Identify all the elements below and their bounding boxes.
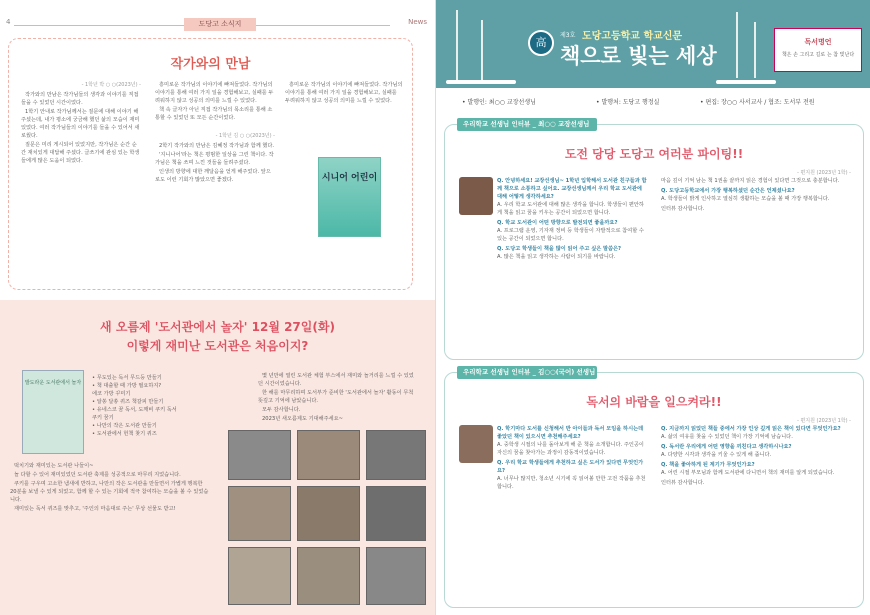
qa-column-left bbox=[497, 177, 647, 355]
list-item: • 유네스코 꿈 독서, 도깨비 쿠키 독서 bbox=[92, 407, 177, 413]
book-cover-image bbox=[318, 157, 381, 237]
paragraph: '지니나어'라는 책은 평범한 일상을 그린 책이다. 작가님은 책을 쓰며 느낀 것들을 들려주셨다. bbox=[155, 152, 274, 166]
paragraph: 1학기 안내로 작가님께서는 질문에 대해 이야기 해 주셨는데, 내가 평소에 궁금해 했던 삶의 모습이 재미있었다. 여러 작가님들의 이야기를 들을 수 있어서 새로웠다. bbox=[21, 109, 140, 139]
festival-photo bbox=[366, 547, 426, 605]
motto-title: 독서명언 bbox=[804, 38, 832, 46]
answer: A. 어린 시절 부모님과 함께 도서관에 다니면서 책의 재미를 알게 되었습니다. bbox=[661, 470, 835, 476]
question: Q. 독서란 우리에게 어떤 영향을 끼친다고 생각하시나요? bbox=[661, 444, 792, 450]
interview-tag: 우리학교 선생님 인터뷰 _ 최○○ 교장선생님 bbox=[457, 118, 597, 131]
answer: A. 많은 책을 읽고 생각하는 사람이 되기를 바랍니다. bbox=[497, 254, 616, 260]
article-title: 작가와의 만남 bbox=[170, 57, 251, 72]
paragraph: 작가와의 만남은 작가님들의 생각과 이야기를 직접 들을 수 있었던 시간이었다. bbox=[21, 92, 139, 106]
qa-column-right bbox=[661, 177, 851, 355]
newspaper-title: 책으로 빛는 세상 bbox=[560, 44, 717, 68]
paragraph: 놀 다할 수 있어 재미있었던 도서관 축제를 성공적으로 마무리 지었습니다. bbox=[14, 472, 181, 478]
school-newspaper-name: 도당고등학교 학교신문 bbox=[582, 31, 683, 42]
teacher-photo bbox=[459, 425, 493, 463]
festival-photo bbox=[228, 430, 291, 480]
answer: A. 중학생 시절의 나를 돌아보게 해 준 책을 소개합니다. 주인공이 자신의 꿈을 찾아가는 과정이 감동적이었습니다. bbox=[497, 442, 644, 456]
question: Q. 도당고등학교에서 가장 행복하셨던 순간은 언제셨나요? bbox=[661, 188, 795, 194]
editor: • 편집: 장○○ 사서교사 / 협조: 도서부 전원 bbox=[700, 99, 815, 106]
byline-2: - 1학년 김 ○ ○(2023년) - bbox=[215, 133, 275, 139]
article-col-3 bbox=[285, 81, 403, 149]
festival-photo bbox=[297, 547, 360, 605]
section-news: News bbox=[408, 18, 427, 26]
question: Q. 도당고 학생들이 책을 많이 읽어 주고 싶은 말씀은? bbox=[497, 246, 622, 252]
tree-decoration bbox=[481, 20, 483, 80]
snow-decoration bbox=[716, 80, 776, 84]
teacher-interview bbox=[444, 368, 864, 608]
festival-title-line2: 이렇게 재미난 도서관은 처음이지? bbox=[126, 339, 309, 353]
interview-byline: - 편지원 (2023년 1학) - bbox=[797, 170, 851, 176]
paragraph: 떡치기와 재미있는 도서관 나들이~ bbox=[14, 463, 94, 469]
library-festival-article bbox=[0, 300, 435, 615]
question: Q. 우리 학교 학생들에게 추천하고 싶은 도서가 있다면 무엇인가요? bbox=[497, 460, 644, 474]
motto-text: 책은 손 그리고 길로 는 참 빛난다 bbox=[781, 52, 855, 58]
answer: A. 프로그램 운영, 기자재 정비 등 학생들이 자발적으로 참여할 수 있는 공간이 되었으면 합니다. bbox=[497, 228, 644, 242]
tree-decoration bbox=[754, 22, 756, 78]
issuer: • 발행처: 도당고 행정실 bbox=[596, 99, 660, 106]
answer: A. 우리 학교 도서관에 대해 많은 생각을 합니다. 학생들이 편안하게 책을 읽고 꿈을 키우는 공간이 되었으면 합니다. bbox=[497, 202, 644, 216]
festival-title-line1: 새 오름제 '도서관에서 놀자' 12월 27일(화) bbox=[100, 320, 335, 334]
question: Q. 책을 좋아하게 된 계기가 무엇인가요? bbox=[661, 462, 755, 468]
list-item: • 도서관에서 헌책 찾기 퀴즈 bbox=[92, 431, 157, 437]
list-item: • 알쏭 달쏭 퀴즈 책갈피 만들기 bbox=[92, 399, 164, 405]
answer: A. 너무나 많지만, 청소년 시기에 꼭 읽어볼 만한 고전 작품을 추천합니다. bbox=[497, 476, 646, 490]
answer: 인터뷰 감사합니다. bbox=[661, 206, 705, 212]
festival-photo bbox=[366, 486, 426, 541]
festival-photo bbox=[297, 430, 360, 480]
tree-decoration bbox=[456, 10, 458, 80]
motto-box bbox=[774, 28, 862, 72]
publisher: • 발행인: 최○○ 교장선생님 bbox=[462, 99, 536, 106]
paragraph: 2023년 새오름제도 기대해주세요~ bbox=[262, 416, 343, 422]
qa-column-right bbox=[661, 425, 851, 603]
festival-photo bbox=[366, 430, 426, 480]
paragraph: 흥미로운 작가님의 이야기에 빠져들었다. 작가님의 이야기를 통해 여러 가지 일을 경험해보고, 실패를 두려워하지 않고 성공의 의미를 느낄 수 있었다. bbox=[285, 82, 403, 104]
byline: - 1학년 박 ○ ○(2023년) - bbox=[81, 82, 141, 88]
question: Q. 학교 도서관이 어떤 방향으로 발전되면 좋을까요? bbox=[497, 220, 618, 226]
paragraph: 2학기 작가와의 만남은 김혜정 작가님과 함께 했다. bbox=[159, 143, 275, 149]
question: Q. 안녕하세요! 교장선생님~ 1학년 입학해서 도서관 친구들과 함께 책으로 소통하고 싶어요. 교장선생님께서 우리 학교 도서관에 대해 어떻게 생각하세요? bbox=[497, 178, 647, 200]
festival-photo bbox=[297, 486, 360, 541]
right-page bbox=[435, 0, 870, 615]
paragraph: 질문은 미리 게시되어 있었지만, 작가님은 순간 순간 재치있게 대답해 주셨다. 글쓰기에 관심 있는 학생들에게 많은 도움이 되었다. bbox=[21, 142, 140, 164]
poster-text: 발도라운 도서관에서 놀자 bbox=[24, 380, 82, 386]
answer: A. 다양한 시각과 생각을 키울 수 있게 해 줍니다. bbox=[661, 452, 772, 458]
list-item: 쿠키 꿈기 bbox=[92, 415, 114, 421]
list-item: 에코 가방 꾸미기 bbox=[92, 391, 131, 397]
list-item: • 나만의 작은 도서관 만들기 bbox=[92, 423, 157, 429]
interview-byline: - 편지원 (2023년 1학) - bbox=[797, 418, 851, 424]
festival-photo bbox=[228, 486, 291, 541]
principal-interview bbox=[444, 120, 864, 360]
school-logo-icon: 高 bbox=[528, 30, 554, 56]
publisher-info bbox=[436, 92, 870, 110]
page-number: 4 bbox=[6, 18, 11, 26]
paragraph: 한 해를 마무리하며 도서부가 준비한 '도서관에서 놀자' 활동이 무척 뜻깊고 기억에 남았습니다. bbox=[258, 390, 414, 404]
snow-decoration bbox=[446, 80, 516, 84]
festival-activity-list bbox=[92, 374, 242, 438]
issue-number: 제3호 bbox=[560, 32, 576, 39]
paragraph: 쿠키를 구우며 고소한 냄새에 반하고, 나만의 작은 도서관을 만들면서 가볍게 행복한 20분을 보낼 수 있게 되었고, 함께 할 수 있는 기회에 적극 참여하는 모습을 볼 수 있었습니다. bbox=[10, 481, 209, 503]
principal-photo bbox=[459, 177, 493, 215]
list-item: • 책 대출할 때 가방 필요하지? bbox=[92, 383, 162, 389]
masthead-banner bbox=[436, 0, 870, 88]
paragraph: 책 속 글자가 아닌 직접 작가님의 목소리를 통해 소통할 수 있었던 또 모든 순간이었다. bbox=[155, 107, 273, 121]
section-tag: 도당고 소식지 bbox=[184, 18, 256, 31]
article-col-2 bbox=[155, 81, 275, 281]
question: Q. 학기마다 도서를 신청해서 반 아이들과 독서 모임을 하시는데 좋았던 책이 있으시면 추천해주세요? bbox=[497, 426, 644, 440]
interview-title: 도전 당당 도당고 여러분 파이팅!! bbox=[564, 147, 744, 161]
answer: A. 삶의 여유를 찾을 수 있었던 책이 가장 기억에 남습니다. bbox=[661, 434, 793, 440]
paragraph: 재미있는 독서 퀴즈를 맞추고, '주인의 마음대로 주는' 무상 선물도 받고! bbox=[14, 506, 176, 512]
question: Q. 지금까지 읽었던 책들 중에서 가장 인상 깊게 읽은 책이 있다면 무엇인가요? bbox=[661, 426, 841, 432]
book-title: 시니어 어린이 bbox=[321, 173, 378, 183]
festival-photo bbox=[228, 547, 291, 605]
paragraph: 인생의 방향에 대한 깨달음을 얻게 해주었다. 앞으로도 이런 기회가 많았으면 좋겠다. bbox=[155, 169, 271, 183]
tree-decoration bbox=[736, 12, 738, 78]
paragraph: 몇 년만에 열린 도서관 체험 부스에서 재미와 놀거리를 느낄 수 있었던 시간이었습니다. bbox=[258, 373, 414, 387]
answer: 인터뷰 감사합니다. bbox=[661, 480, 705, 486]
qa-column-left bbox=[497, 425, 647, 603]
interview-title: 독서의 바람을 일으켜라!! bbox=[586, 395, 722, 409]
answer: A. 학생들이 밝게 인사하고 열심히 생활하는 모습을 볼 때 가장 행복합니다. bbox=[661, 196, 830, 202]
article-col-1 bbox=[21, 81, 141, 281]
festival-text-left bbox=[10, 462, 210, 607]
interview-tag: 우리학교 선생님 인터뷰 _ 김○○(국어) 선생님 bbox=[457, 366, 597, 379]
paragraph: 모두 감사합니다. bbox=[262, 407, 301, 413]
left-header bbox=[0, 18, 435, 32]
paragraph: 흥미로운 작가님의 이야기에 빠져들었다. 작가님의 이야기를 통해 여러 가지 일을 경험해보고, 실패를 두려워하지 않고 성공의 의미를 느낄 수 있었다. bbox=[155, 82, 274, 104]
festival-poster-image bbox=[22, 370, 84, 454]
answer: 마음 깊이 기억 남는 책 1권을 끝까지 읽은 경험이 있다면 그것으로 충분합니다. bbox=[661, 178, 840, 184]
list-item: • 무도있는 독서 무드등 만들기 bbox=[92, 375, 162, 381]
